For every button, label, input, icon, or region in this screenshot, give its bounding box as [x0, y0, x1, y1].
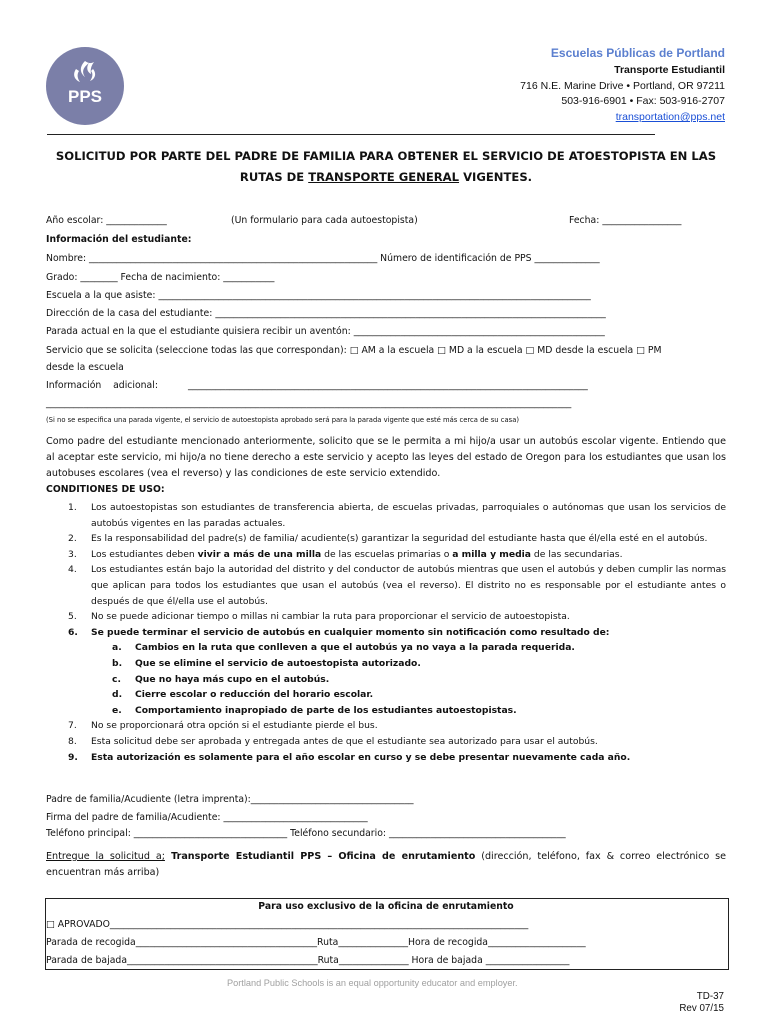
- title-line-2-underlined: TRANSPORTE GENERAL: [308, 170, 460, 184]
- logo-text: PPS: [67, 87, 103, 106]
- condition-item: [46, 547, 726, 563]
- approved-field[interactable]: □ APROVADO__________________________________________________________________________________________: [46, 919, 529, 930]
- parent-name-field[interactable]: Padre de familia/Acudiente (letra imprenta):___________________________________: [46, 794, 414, 805]
- subitem-letter: b.: [112, 657, 123, 669]
- item-number: 3.: [68, 548, 77, 560]
- submit-lead: Entregue la solicitud a;: [46, 851, 165, 862]
- dropoff-field[interactable]: Parada de bajada_________________________________________Ruta_______________ Hora de bajada __________________: [46, 955, 570, 966]
- item-text: Se puede terminar el servicio de autobús en cualquier momento sin notificación como resultado de:: [91, 626, 610, 638]
- condition-subitem: [46, 672, 726, 688]
- subitem-text: Comportamiento inapropiado de parte de los estudiantes autoestopistas.: [135, 704, 517, 716]
- item-number: 7.: [68, 720, 77, 732]
- conditions-list: [46, 500, 726, 765]
- item-text: Esta solicitud debe ser aprobada y entregada antes de que el estudiante sea autorizado para usar el autobús.: [91, 735, 598, 747]
- title-line-2-pre: RUTAS DE: [239, 170, 309, 184]
- header-divider: [47, 134, 655, 135]
- service-options-cont: desde la escuela: [46, 362, 124, 373]
- home-address-field[interactable]: Dirección de la casa del estudiante: ____________________________________________________________________________________: [46, 308, 606, 319]
- one-form-note: (Un formulario para cada autoestopista): [231, 215, 418, 226]
- pps-logo: [46, 47, 124, 125]
- condition-item: [46, 609, 726, 625]
- student-info-heading: Información del estudiante:: [46, 234, 192, 245]
- email-link[interactable]: transportation@pps.net: [615, 111, 725, 123]
- pps-logo-graphic: [46, 47, 124, 125]
- subitem-letter: a.: [112, 642, 122, 654]
- condition-subitem: [46, 703, 726, 719]
- org-name: Escuelas Públicas de Portland: [550, 46, 725, 60]
- school-year-field[interactable]: Año escolar: _____________: [46, 215, 167, 226]
- item-text: No se puede adicionar tiempo o millas ni cambiar la ruta para proporcionar el servicio de autoestopista.: [91, 611, 570, 623]
- item-text-a: Los estudiantes deben: [91, 548, 198, 560]
- condition-subitem: [46, 640, 726, 656]
- subitem-text: Cambios en la ruta que conlleven a que el autobús ya no vaya a la parada requerida.: [135, 642, 575, 654]
- item-number: 8.: [68, 735, 77, 747]
- submit-instructions: [46, 849, 726, 881]
- subitem-letter: c.: [112, 673, 121, 685]
- extra-info-label: Información adicional:: [46, 380, 158, 391]
- phone-fax: 503-916-6901 • Fax: 503-916-2707: [561, 95, 725, 107]
- condition-item: [46, 718, 726, 734]
- condition-item: [46, 531, 726, 547]
- item-text: Los autoestopistas son estudiantes de transferencia abierta, de escuelas privadas, parroquiales o autónomas que usan los servicios de autobús vigentes en las paradas actuales.: [91, 502, 726, 529]
- address: 716 N.E. Marine Drive • Portland, OR 97211: [520, 80, 725, 92]
- item-number: 5.: [68, 611, 77, 623]
- service-options[interactable]: Servicio que se solicita (seleccione todas las que correspondan): □ AM a la escuela □ MD a la escuela □ MD desde la escuela □ PM: [46, 345, 662, 356]
- subitem-text: Cierre escolar o reducción del horario escolar.: [135, 689, 374, 701]
- subitem-text: Que se elimine el servicio de autoestopista autorizado.: [135, 657, 421, 669]
- intro-paragraph: Como padre del estudiante mencionado anteriormente, solicito que se le permita a mi hijo/a usar un autobús escolar vigente. Entiendo que al aceptar este servicio, mi hijo/a no tiene derecho a este servicio y acepto las leyes del estado de Oregon para los estudiantes que usan los autobuses escolares (vea el reverso) y las condiciones de este servicio extendido.: [46, 436, 726, 479]
- form-revision: Rev 07/15: [679, 1003, 724, 1014]
- grade-birth-field[interactable]: Grado: ________ Fecha de nacimiento: ___________: [46, 272, 275, 283]
- office-use-heading: Para uso exclusivo de la oficina de enrutamiento: [258, 901, 514, 912]
- item-number: 6.: [68, 626, 78, 638]
- conditions-heading: CONDITIONES DE USO:: [46, 484, 165, 495]
- subitem-letter: d.: [112, 689, 123, 701]
- item-text-c: de las secundarias.: [531, 548, 623, 560]
- pickup-field[interactable]: Parada de recogida_______________________________________Ruta_______________Hora de recogida_____________________: [46, 937, 586, 948]
- phone-fields[interactable]: Teléfono principal: _________________________________ Teléfono secundario: ______________________________________: [46, 828, 566, 839]
- title-line-1: SOLICITUD POR PARTE DEL PADRE DE FAMILIA PARA OBTENER EL SERVICIO DE ATOESTOPISTA EN LAS: [55, 149, 717, 163]
- name-id-field[interactable]: Nombre: ______________________________________________________________ Número de identificación de PPS ______________: [46, 253, 600, 264]
- title-line-2: [46, 167, 726, 188]
- item-number: 4.: [68, 564, 77, 576]
- item-text: Los estudiantes están bajo la autoridad del distrito y del conductor de autobús mientras que usen el autobús y deben cumplir las normas que aplican para todos los estudiantes que usan el autobús (vea el reverso). El distrito no es responsable por el estudiante antes o después de que él/ella use el autobús.: [91, 564, 726, 607]
- extra-info-line-2[interactable]: _________________________________________________________________________________________________________________: [46, 398, 572, 409]
- stop-note: (Si no se especifica una parada vigente, el servicio de autoestopista aprobado será para la parada vigente que esté más cerca de su casa): [46, 416, 520, 424]
- item-text: No se proporcionará otra opción si el estudiante pierde el bus.: [91, 720, 378, 732]
- condition-item: [46, 562, 726, 609]
- form-code: TD-37: [696, 991, 724, 1002]
- item-number: 1.: [68, 502, 77, 513]
- extra-info-line[interactable]: ______________________________________________________________________________________: [188, 380, 588, 391]
- title-line-2-post: VIGENTES.: [459, 170, 533, 184]
- submit-rest: (dirección, teléfono, fax & correo electrónico se encuentran más arriba): [46, 851, 726, 878]
- condition-item: [46, 750, 726, 766]
- equal-opportunity-note: Portland Public Schools is an equal opportunity educator and employer.: [227, 978, 518, 988]
- item-text: Esta autorización es solamente para el año escolar en curso y se debe presentar nuevamente cada año.: [91, 751, 631, 763]
- item-text-b: de las escuelas primarias o: [321, 548, 453, 560]
- condition-item: [46, 500, 726, 531]
- form-title: [46, 146, 726, 188]
- stop-field[interactable]: Parada actual en la que el estudiante quisiera recibir un aventón: ______________________________________________________: [46, 326, 605, 337]
- condition-subitem: [46, 687, 726, 703]
- date-field[interactable]: Fecha: _________________: [569, 215, 682, 226]
- condition-item: [46, 625, 726, 641]
- dept-name: Transporte Estudiantil: [614, 64, 725, 76]
- item-bold-a: vivir a más de una milla: [197, 548, 322, 560]
- school-field[interactable]: Escuela a la que asiste: _____________________________________________________________________________________________: [46, 290, 591, 301]
- condition-subitem: [46, 656, 726, 672]
- item-number: 9.: [68, 751, 78, 763]
- parent-signature-field[interactable]: Firma del padre de familia/Acudiente: _______________________________: [46, 812, 368, 823]
- submit-office: Transporte Estudiantil PPS – Oficina de enrutamiento: [164, 851, 476, 862]
- subitem-text: Que no haya más cupo en el autobús.: [135, 673, 330, 685]
- subitem-letter: e.: [112, 704, 122, 716]
- item-text: Es la responsabilidad del padre(s) de familia/ acudiente(s) garantizar la seguridad del estudiante hasta que él/ella esté en el autobús.: [91, 533, 708, 545]
- item-bold-b: a milla y media: [452, 548, 532, 560]
- condition-item: [46, 734, 726, 750]
- item-number: 2.: [68, 533, 77, 545]
